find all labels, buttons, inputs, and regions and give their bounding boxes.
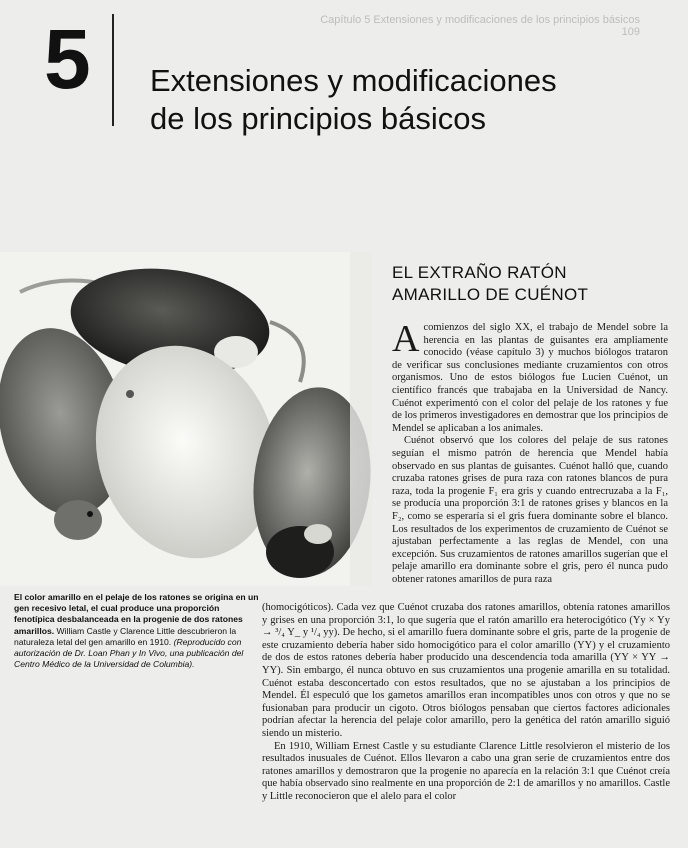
chapter-number: 5: [44, 12, 91, 106]
chapter-title: [150, 62, 650, 138]
figure-caption: [14, 592, 262, 670]
mouse-head: [54, 500, 102, 540]
drop-cap: A: [392, 318, 420, 360]
body-column: [392, 318, 668, 586]
mouse-eye: [126, 390, 134, 398]
section-title: [392, 262, 672, 306]
paragraph-3: En 1910, William Ernest Castle y su estudiante Clarence Little resolvieron el misterio de los resultados inusuales de Cuénot. Ellos llevaron a cabo una gran serie de cruzamientos entre dos ratones amarillos y demostraron que la progenie no aparecía en la relación 3:1 que Cuénot creía que había observado sino realmente en una proporción de 2:1 de amarillos y no amarillos. Castle y Little reconocieron que el alelo para el color: [262, 740, 670, 802]
caption-credit: (Reproducido con autorización de Dr. Loan Phan y In Vivo, una publicación del Centro Médico de la Universidad de Columbia).: [14, 636, 244, 670]
paragraph-1: [392, 318, 668, 435]
mice-illustration: [0, 252, 372, 586]
section-title-line1: EL EXTRAÑO RATÓN: [392, 263, 567, 282]
paragraph-2: Cuénot observó que los colores del pelaje de sus ratones seguían el mismo patrón de herencia que Mendel había observado en sus plantas de guisantes. Cuénot halló que, cuando cruzaba ratones grises de pura raza con ratones blancos de pura raza, toda la progenie F₁ era gris y cuando entrecruzaba a la F₁, se producía una proporción 3:1 de ratones grises y blancos en la F₂, como se esperaría si el gris fuera dominante sobre el blanco. Los resultados de los experimentos de cruzamiento de Cuénot se ajustaban perfectamente a las reglas de Mendel, con una excepción. Sus cruzamientos de ratones amarillos sugerían que el pelaje amarillo era dominante sobre el gris, pero él nunca pudo obtener ratones amarillos de pura raza: [392, 435, 668, 585]
chapter-title-line1: Extensiones y modificaciones: [150, 63, 557, 98]
caption-bold: El color amarillo en el pelaje de los ratones se origina en un gen recesivo letal, el cual produce una proporción fenotípica desbalanceada en la progenie de dos ratones amarillos.: [14, 592, 259, 636]
caption-text: William Castle y Clarence Little descubrieron la naturaleza letal del gen amarillo en 1910.: [14, 625, 237, 647]
mouse-eye: [87, 511, 93, 517]
mice-photo: [0, 252, 372, 586]
section-title-line2: AMARILLO DE CUÉNOT: [392, 285, 589, 304]
bleed-through-header: Capítulo 5 Extensiones y modificaciones de los principios básicos 109: [320, 14, 640, 38]
title-divider: [112, 14, 114, 126]
body-wide: [262, 602, 670, 804]
paragraph-1-text: comienzos del siglo XX, el trabajo de Mendel sobre la herencia en las plantas de guisantes era ampliamente conocido (véase capítulo 3) y muchos biólogos trataron de verificar sus conclusiones mediante cruzamientos con otros organismos. Uno de estos biólogos fue Lucien Cuénot, un científico francés que trabajaba en la Universidad de Nancy. Cuénot experimentó con el color del pelaje de los ratones y fue de los primeros investigadores en demostrar que los principios de Mendel se aplicaban a los animales.: [392, 322, 668, 434]
mouse-ear: [304, 524, 332, 544]
paragraph-2-continued: (homocigóticos). Cada vez que Cuénot cruzaba dos ratones amarillos, obtenía ratones amarillos y grises en una proporción 3:1, lo que sugería que el ratón amarillo era heterocigótico (Yy × Yy → ³/₄ Y_ y ¹/₄ yy). De hecho, si el amarillo fuera dominante sobre el gris, parte de la progenie de este cruzamiento debería haber sido homocigótico para el color amarillo (YY) y el cruzamiento de dos de estos ratones debería haber producido una descendencia toda amarilla (YY × YY → YY). Sin embargo, él nunca obtuvo en sus cruzamientos una progenie amarilla en su totalidad. Cuénot estaba desconcertado con estos resultados, que no se ajustaban a los principios de Mendel. Él especuló que los gametos amarillos eran incompatibles unos con otros y que no se fusionaban para producir un cigoto. Otros biólogos pensaban que ciertos factores adicionales podrían afectar la herencia del pelaje color amarillo, pero la genética del ratón amarillo siguió siendo un misterio.: [262, 602, 670, 739]
chapter-title-line2: de los principios básicos: [150, 101, 487, 136]
